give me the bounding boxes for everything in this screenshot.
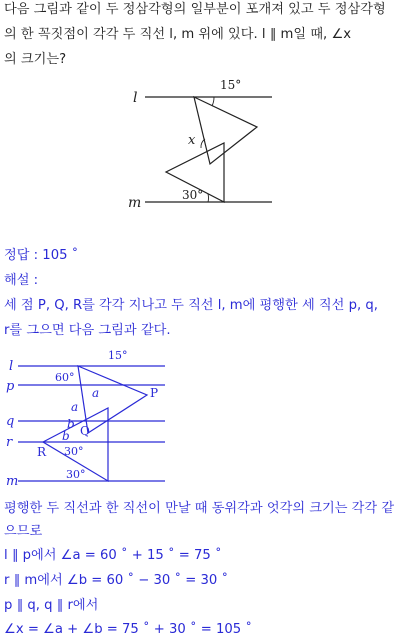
label-r: r (6, 435, 13, 450)
solution-line-3: l ∥ p에서 ∠a = 60 ˚ + 15 ˚ = 75 ˚ (4, 548, 222, 563)
label-R: R (37, 445, 47, 459)
label-m: m (6, 474, 19, 489)
label-l: l (9, 359, 14, 374)
solution-line-2: 으므로 (4, 524, 43, 539)
angle-arc-bottom (208, 194, 209, 202)
angle-bottom-label: 30° (182, 188, 204, 202)
explanation-heading: 해설 : (4, 273, 39, 288)
label-b-upper: b (67, 417, 75, 431)
explanation-line-1: 세 점 P, Q, R를 각각 지나고 두 직선 l, m에 평행한 세 직선 p, q, (4, 298, 378, 313)
question-line-1: 다음 그림과 같이 두 정삼각형의 일부분이 포개져 있고 두 정삼각형 (4, 2, 386, 17)
label-p: p (6, 379, 15, 394)
angle-60: 60° (55, 371, 75, 384)
solution-line-6: ∠x = ∠a + ∠b = 75 ˚ + 30 ˚ = 105 ˚ (4, 622, 252, 637)
angle-30-m: 30° (66, 468, 86, 481)
angle-top-label: 15° (220, 78, 242, 92)
angle-30-r: 30° (64, 445, 84, 458)
solution-line-4: r ∥ m에서 ∠b = 60 ˚ − 30 ˚ = 30 ˚ (4, 573, 229, 588)
answer: 정답 : 105 ˚ (4, 248, 79, 263)
label-P: P (150, 386, 159, 400)
solution-line-1: 평행한 두 직선과 한 직선이 만날 때 동위각과 엇각의 크기는 각각 같 (4, 501, 395, 516)
figure-1 (0, 75, 400, 215)
figure-2 (0, 345, 400, 495)
triangle-upper (194, 97, 257, 164)
question-line-2: 의 한 꼭짓점이 각각 두 직선 l, m 위에 있다. l ∥ m일 때, ∠x (4, 27, 352, 42)
label-b-lower: b (62, 429, 70, 443)
label-a-lower: a (71, 400, 79, 414)
label-l: l (133, 90, 138, 106)
solution-line-5: p ∥ q, q ∥ r에서 (4, 598, 99, 613)
label-Q: Q (80, 424, 90, 438)
angle-x-label: x (188, 133, 196, 148)
label-m: m (128, 195, 142, 211)
angle-arc-top (212, 97, 214, 106)
explanation-line-2: r를 그으면 다음 그림과 같다. (4, 323, 171, 338)
label-a-upper: a (92, 386, 100, 400)
label-q: q (6, 414, 15, 429)
question-line-3: 의 크기는? (4, 52, 67, 67)
triangle-upper (78, 366, 147, 433)
angle-15: 15° (108, 349, 128, 362)
